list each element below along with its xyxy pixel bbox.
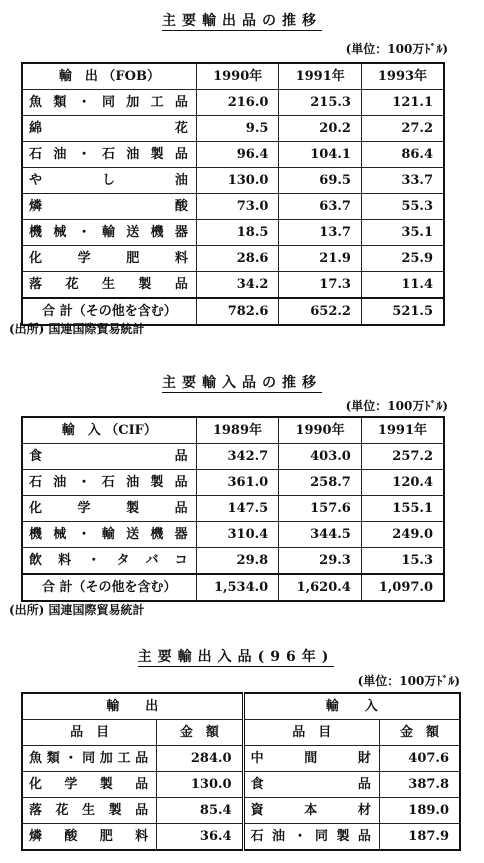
- import-item-value: 344.5: [279, 522, 362, 548]
- export-item-value: 34.2: [196, 272, 279, 299]
- trade96-export-item: 落花生製品: [22, 798, 157, 824]
- export-item-name: やし油: [22, 168, 196, 194]
- export-item-name: 燐酸: [22, 194, 196, 220]
- export-item-value: 69.5: [279, 168, 362, 194]
- import-item-value: 257.2: [361, 444, 444, 470]
- export-table: [21, 62, 445, 326]
- import-table: [21, 416, 445, 602]
- trade96-import-value: 407.6: [379, 746, 460, 772]
- import-table-row: [22, 522, 444, 548]
- trade96-sub-header-row: [22, 720, 460, 746]
- import-item-value: 258.7: [279, 470, 362, 496]
- import-item-value: 29.8: [196, 548, 279, 575]
- export-table-row: [22, 194, 444, 220]
- import-item-value: 342.7: [196, 444, 279, 470]
- import-item-value: 15.3: [361, 548, 444, 575]
- trade96-import-header: 輸 入: [243, 693, 460, 720]
- trade96-import-item: 中間財: [243, 746, 379, 772]
- import-source: (出所) 国連国際貿易統計: [9, 603, 145, 617]
- import-item-value: 157.6: [279, 496, 362, 522]
- export-item-name: 機械・輸送機器: [22, 220, 196, 246]
- export-table-row: [22, 246, 444, 272]
- import-item-name: 飲料・タバコ: [22, 548, 196, 575]
- import-table-row: [22, 548, 444, 575]
- trade96-table-row: [22, 824, 460, 851]
- trade96-export-value: 130.0: [157, 772, 243, 798]
- export-header-year: 1993年: [361, 63, 444, 90]
- export-item-value: 20.2: [279, 116, 362, 142]
- export-source: (出所) 国連国際貿易統計: [9, 322, 145, 336]
- export-table-row: [22, 220, 444, 246]
- export-header-year: 1991年: [279, 63, 362, 90]
- trade96-subheader-amount: 金 額: [157, 720, 243, 746]
- export-item-value: 33.7: [361, 168, 444, 194]
- export-item-value: 215.3: [279, 90, 362, 116]
- import-header-item: 輸 入 （CIF）: [22, 417, 196, 444]
- import-item-name: 食品: [22, 444, 196, 470]
- export-item-value: 130.0: [196, 168, 279, 194]
- trade96-import-item: 石油・同製品: [243, 824, 379, 851]
- export-header-item: 輸 出 （FOB）: [22, 63, 196, 90]
- export-item-value: 121.1: [361, 90, 444, 116]
- trade96-unit: (単位：100万ﾄﾞﾙ): [357, 674, 460, 688]
- import-item-value: 29.3: [279, 548, 362, 575]
- trade96-import-item: 資本材: [243, 798, 379, 824]
- import-header-year: 1989年: [196, 417, 279, 444]
- export-item-name: 魚類・同加工品: [22, 90, 196, 116]
- export-item-value: 11.4: [361, 272, 444, 299]
- import-item-value: 155.1: [361, 496, 444, 522]
- import-item-value: 147.5: [196, 496, 279, 522]
- export-table-row: [22, 116, 444, 142]
- import-total-row: [22, 574, 444, 601]
- export-unit: (単位：100万ﾄﾞﾙ): [345, 42, 448, 56]
- import-item-value: 403.0: [279, 444, 362, 470]
- export-item-value: 18.5: [196, 220, 279, 246]
- export-item-value: 28.6: [196, 246, 279, 272]
- trade96-table: [21, 692, 461, 851]
- export-item-value: 9.5: [196, 116, 279, 142]
- trade96-export-header: 輸 出: [22, 693, 243, 720]
- import-table-row: [22, 444, 444, 470]
- export-item-name: 化学肥料: [22, 246, 196, 272]
- export-item-value: 104.1: [279, 142, 362, 168]
- import-title: 主要輸入品の推移: [162, 375, 322, 391]
- export-item-value: 21.9: [279, 246, 362, 272]
- export-item-value: 86.4: [361, 142, 444, 168]
- trade96-export-item: 燐酸肥料: [22, 824, 157, 851]
- import-header-row: [22, 417, 444, 444]
- import-header-year: 1991年: [361, 417, 444, 444]
- export-total-value: 782.6: [196, 298, 279, 325]
- export-item-value: 96.4: [196, 142, 279, 168]
- trade96-export-item: 化学製品: [22, 772, 157, 798]
- export-item-value: 13.7: [279, 220, 362, 246]
- trade96-title: 主要輸出入品(96年): [137, 649, 335, 665]
- trade96-table-row: [22, 746, 460, 772]
- trade96-table-row: [22, 772, 460, 798]
- export-item-name: 落花生製品: [22, 272, 196, 299]
- trade96-export-value: 36.4: [157, 824, 243, 851]
- import-item-name: 機械・輸送機器: [22, 522, 196, 548]
- trade96-subheader-item: 品 目: [22, 720, 157, 746]
- trade96-export-value: 284.0: [157, 746, 243, 772]
- export-item-value: 27.2: [361, 116, 444, 142]
- import-total-label: 合 計（その他を含む）: [22, 574, 196, 601]
- trade96-export-item: 魚類・同加工品: [22, 746, 157, 772]
- import-header-year: 1990年: [279, 417, 362, 444]
- trade96-table-row: [22, 798, 460, 824]
- export-total-value: 521.5: [361, 298, 444, 325]
- export-item-value: 63.7: [279, 194, 362, 220]
- export-item-value: 25.9: [361, 246, 444, 272]
- import-table-row: [22, 496, 444, 522]
- export-title: 主要輸出品の推移: [162, 13, 322, 29]
- export-item-name: 石油・石油製品: [22, 142, 196, 168]
- import-item-value: 310.4: [196, 522, 279, 548]
- export-item-value: 55.3: [361, 194, 444, 220]
- export-total-label: 合 計（その他を含む）: [22, 298, 196, 325]
- export-item-value: 216.0: [196, 90, 279, 116]
- import-item-name: 石油・石油製品: [22, 470, 196, 496]
- import-item-name: 化学製品: [22, 496, 196, 522]
- trade96-import-value: 189.0: [379, 798, 460, 824]
- export-item-value: 35.1: [361, 220, 444, 246]
- export-total-value: 652.2: [279, 298, 362, 325]
- trade96-export-value: 85.4: [157, 798, 243, 824]
- import-total-value: 1,620.4: [279, 574, 362, 601]
- trade96-import-value: 187.9: [379, 824, 460, 851]
- export-table-row: [22, 90, 444, 116]
- import-table-row: [22, 470, 444, 496]
- import-item-value: 249.0: [361, 522, 444, 548]
- import-unit: (単位：100万ﾄﾞﾙ): [345, 399, 448, 413]
- export-item-value: 17.3: [279, 272, 362, 299]
- export-table-row: [22, 142, 444, 168]
- export-header-row: [22, 63, 444, 90]
- trade96-subheader-item: 品 目: [243, 720, 379, 746]
- trade96-subheader-amount: 金 額: [379, 720, 460, 746]
- export-item-name: 綿花: [22, 116, 196, 142]
- export-header-year: 1990年: [196, 63, 279, 90]
- trade96-group-header-row: [22, 693, 460, 720]
- export-table-row: [22, 168, 444, 194]
- import-total-value: 1,534.0: [196, 574, 279, 601]
- export-item-value: 73.0: [196, 194, 279, 220]
- import-total-value: 1,097.0: [361, 574, 444, 601]
- import-item-value: 361.0: [196, 470, 279, 496]
- export-table-row: [22, 272, 444, 299]
- trade96-import-item: 食品: [243, 772, 379, 798]
- import-item-value: 120.4: [361, 470, 444, 496]
- trade96-import-value: 387.8: [379, 772, 460, 798]
